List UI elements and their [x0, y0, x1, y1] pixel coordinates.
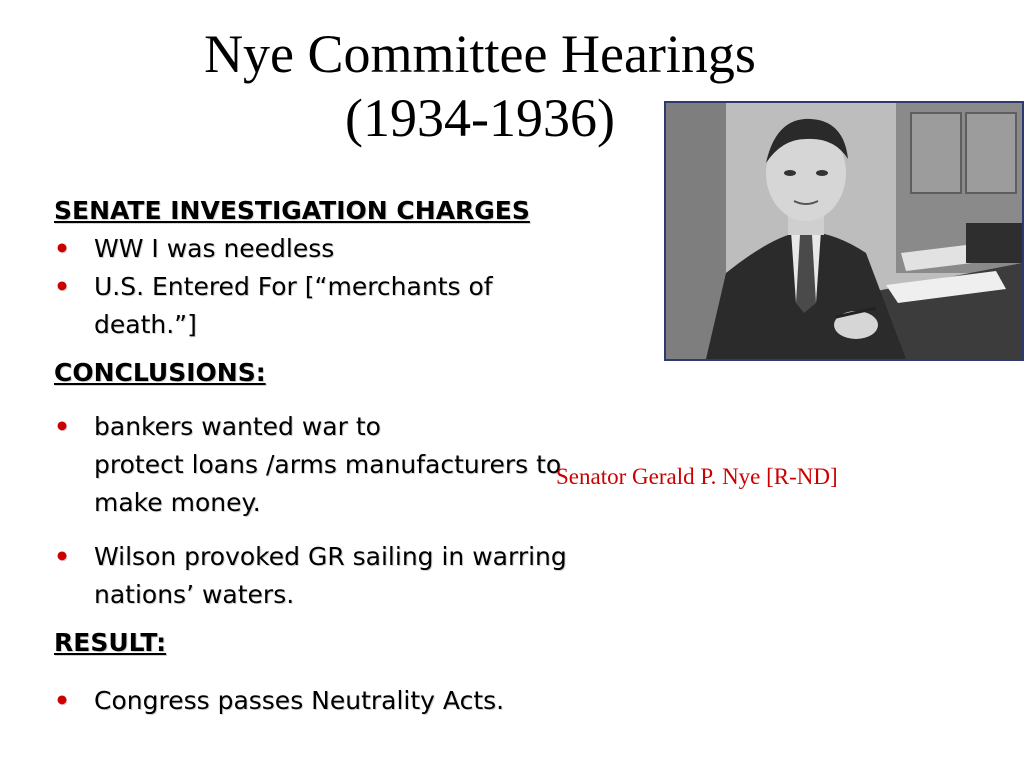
- bullet-icon: •: [54, 542, 70, 571]
- list-item: [54, 682, 654, 720]
- photo-caption: Senator Gerald P. Nye [R-ND]: [556, 464, 838, 489]
- list-item: [54, 538, 654, 614]
- list-item-text: U.S. Entered For [“merchants of: [94, 272, 493, 301]
- conclusions-list: [54, 408, 654, 614]
- charges-list: [54, 230, 654, 344]
- conclusions-heading: CONCLUSIONS:: [54, 358, 266, 387]
- portrait-photo: [664, 101, 1024, 361]
- title-line-2: (1934-1936): [345, 88, 615, 148]
- title-line-1: Nye Committee Hearings: [204, 24, 756, 84]
- list-item: [54, 268, 654, 344]
- list-item-text-cont: make money.: [94, 488, 261, 517]
- bullet-icon: •: [54, 412, 70, 441]
- portrait-illustration: [666, 103, 1022, 359]
- list-item-text: WW I was needless: [94, 234, 335, 263]
- result-heading: RESULT:: [54, 628, 167, 657]
- list-item: [54, 230, 654, 268]
- charges-heading: SENATE INVESTIGATION CHARGES: [54, 196, 530, 225]
- list-item-text: bankers wanted war to: [94, 412, 381, 441]
- result-list: [54, 682, 654, 720]
- list-item-text-cont: death.”]: [94, 310, 197, 339]
- bullet-icon: •: [54, 686, 70, 715]
- list-item-text-cont: nations’ waters.: [94, 580, 295, 609]
- list-item-text: Congress passes Neutrality Acts.: [94, 686, 505, 715]
- slide-body: [54, 192, 654, 720]
- list-item-text-cont: protect loans /arms manufacturers to: [94, 450, 562, 479]
- list-item-text: Wilson provoked GR sailing in warring: [94, 542, 567, 571]
- bullet-icon: •: [54, 272, 70, 301]
- bullet-icon: •: [54, 234, 70, 263]
